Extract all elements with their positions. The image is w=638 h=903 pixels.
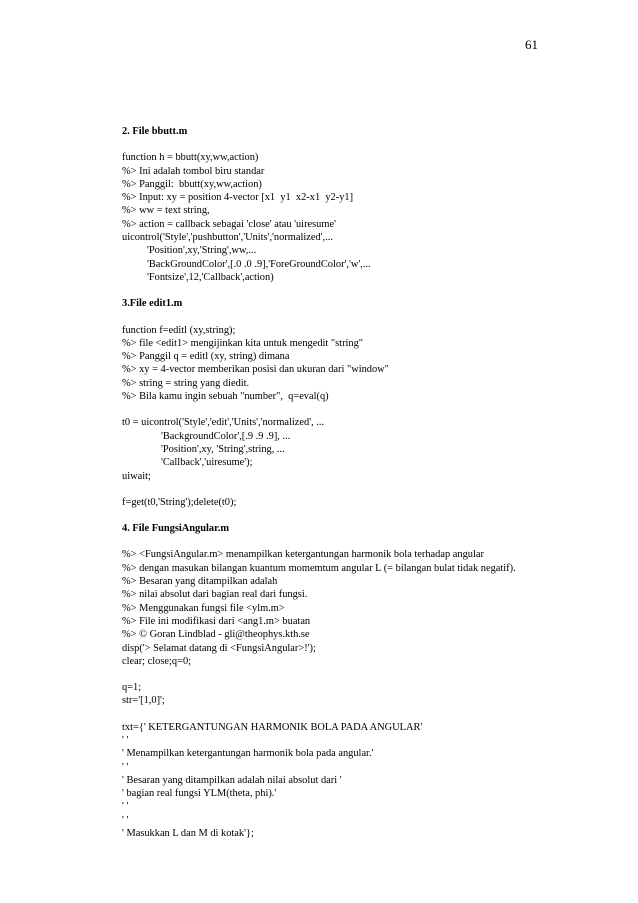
code-line: %> Panggil: bbutt(xy,ww,action) [122,178,262,190]
code-line: %> ww = text string, [122,205,210,217]
page-content [122,125,542,840]
code-line: %> file <edit1> mengijinkan kita untuk mengedit "string" [122,337,364,349]
code-line: q=1; [122,682,142,694]
code-line: function f=editl (xy,string); [122,324,236,336]
code-line: %> Menggunakan fungsi file <ylm.m> [122,602,285,614]
code-line: function h = bbutt(xy,ww,action) [122,152,259,164]
code-line: %> Bila kamu ingin sebuah "number", q=eval(q) [122,391,329,403]
code-line: %> dengan masukan bilangan kuantum momemtum angular L (= bilangan bulat tidak negatif). [122,562,516,574]
code-line: txt={' KETERGANTUNGAN HARMONIK BOLA PADA ANGULAR' [122,721,423,733]
code-line: %> File ini modifikasi dari <ang1.m> buatan [122,615,311,627]
code-line: 'Callback','uiresume'); [161,457,253,469]
code-line: str='[1,0]'; [122,695,165,707]
section-heading-bbutt: 2. File bbutt.m [122,126,188,137]
code-line: disp('> Selamat datang di <FungsiAngular>!'); [122,642,316,654]
code-line: %> xy = 4-vector memberikan posisi dan ukuran dari "window" [122,364,389,376]
code-line: ' ' [122,814,129,826]
code-line: %> Besaran yang ditampilkan adalah [122,576,278,588]
code-line: 'BackgroundColor',[.9 .9 .9], ... [161,430,291,442]
section-heading-edit1: 3.File edit1.m [122,298,183,310]
code-line: ' Menampilkan ketergantungan harmonik bola pada angular.' [122,748,374,760]
code-line: %> <FungsiAngular.m> menampilkan ketergantungan harmonik bola terhadap angular [122,549,484,561]
code-line: uicontrol('Style','pushbutton','Units','normalized',... [122,232,333,244]
code-line: %> nilai absolut dari bagian real dari fungsi. [122,589,308,601]
code-line: uiwait; [122,470,151,482]
code-line: %> string = string yang diedit. [122,377,250,389]
code-line: %> Input: xy = position 4-vector [x1 y1 x2-x1 y2-y1] [122,192,354,204]
code-line: %> Ini adalah tombol biru standar [122,165,265,177]
code-line: 'Fontsize',12,'Callback',action) [147,271,274,283]
code-line: ' ' [122,801,129,813]
page-number: 61 [525,37,538,52]
code-line: ' ' [122,734,129,746]
code-line: ' Masukkan L dan M di kotak'}; [122,828,254,840]
code-line: f=get(t0,'String');delete(t0); [122,496,237,508]
code-line: t0 = uicontrol('Style','edit','Units','normalized', ... [122,417,325,429]
code-line: 'Position',xy, 'String',string, ... [161,443,285,455]
section-heading-fungsiangular: 4. File FungsiAngular.m [122,523,230,535]
code-line: ' Besaran yang ditampilkan adalah nilai absolut dari ' [122,774,342,786]
code-line: %> © Goran Lindblad - gli@theophys.kth.se [122,629,310,641]
code-line: 'BackGroundColor',[.0 .0 .9],'ForeGroundColor','w',... [147,258,371,270]
code-line: %> Panggil q = editl (xy, string) dimana [122,351,290,363]
code-line: ' ' [122,761,129,773]
code-line: clear; close;q=0; [122,655,192,667]
code-line: ' bagian real fungsi YLM(theta, phi).' [122,788,277,800]
code-line: 'Position',xy,'String',ww,... [147,245,257,257]
code-line: %> action = callback sebagai 'close' atau 'uiresume' [122,218,336,230]
